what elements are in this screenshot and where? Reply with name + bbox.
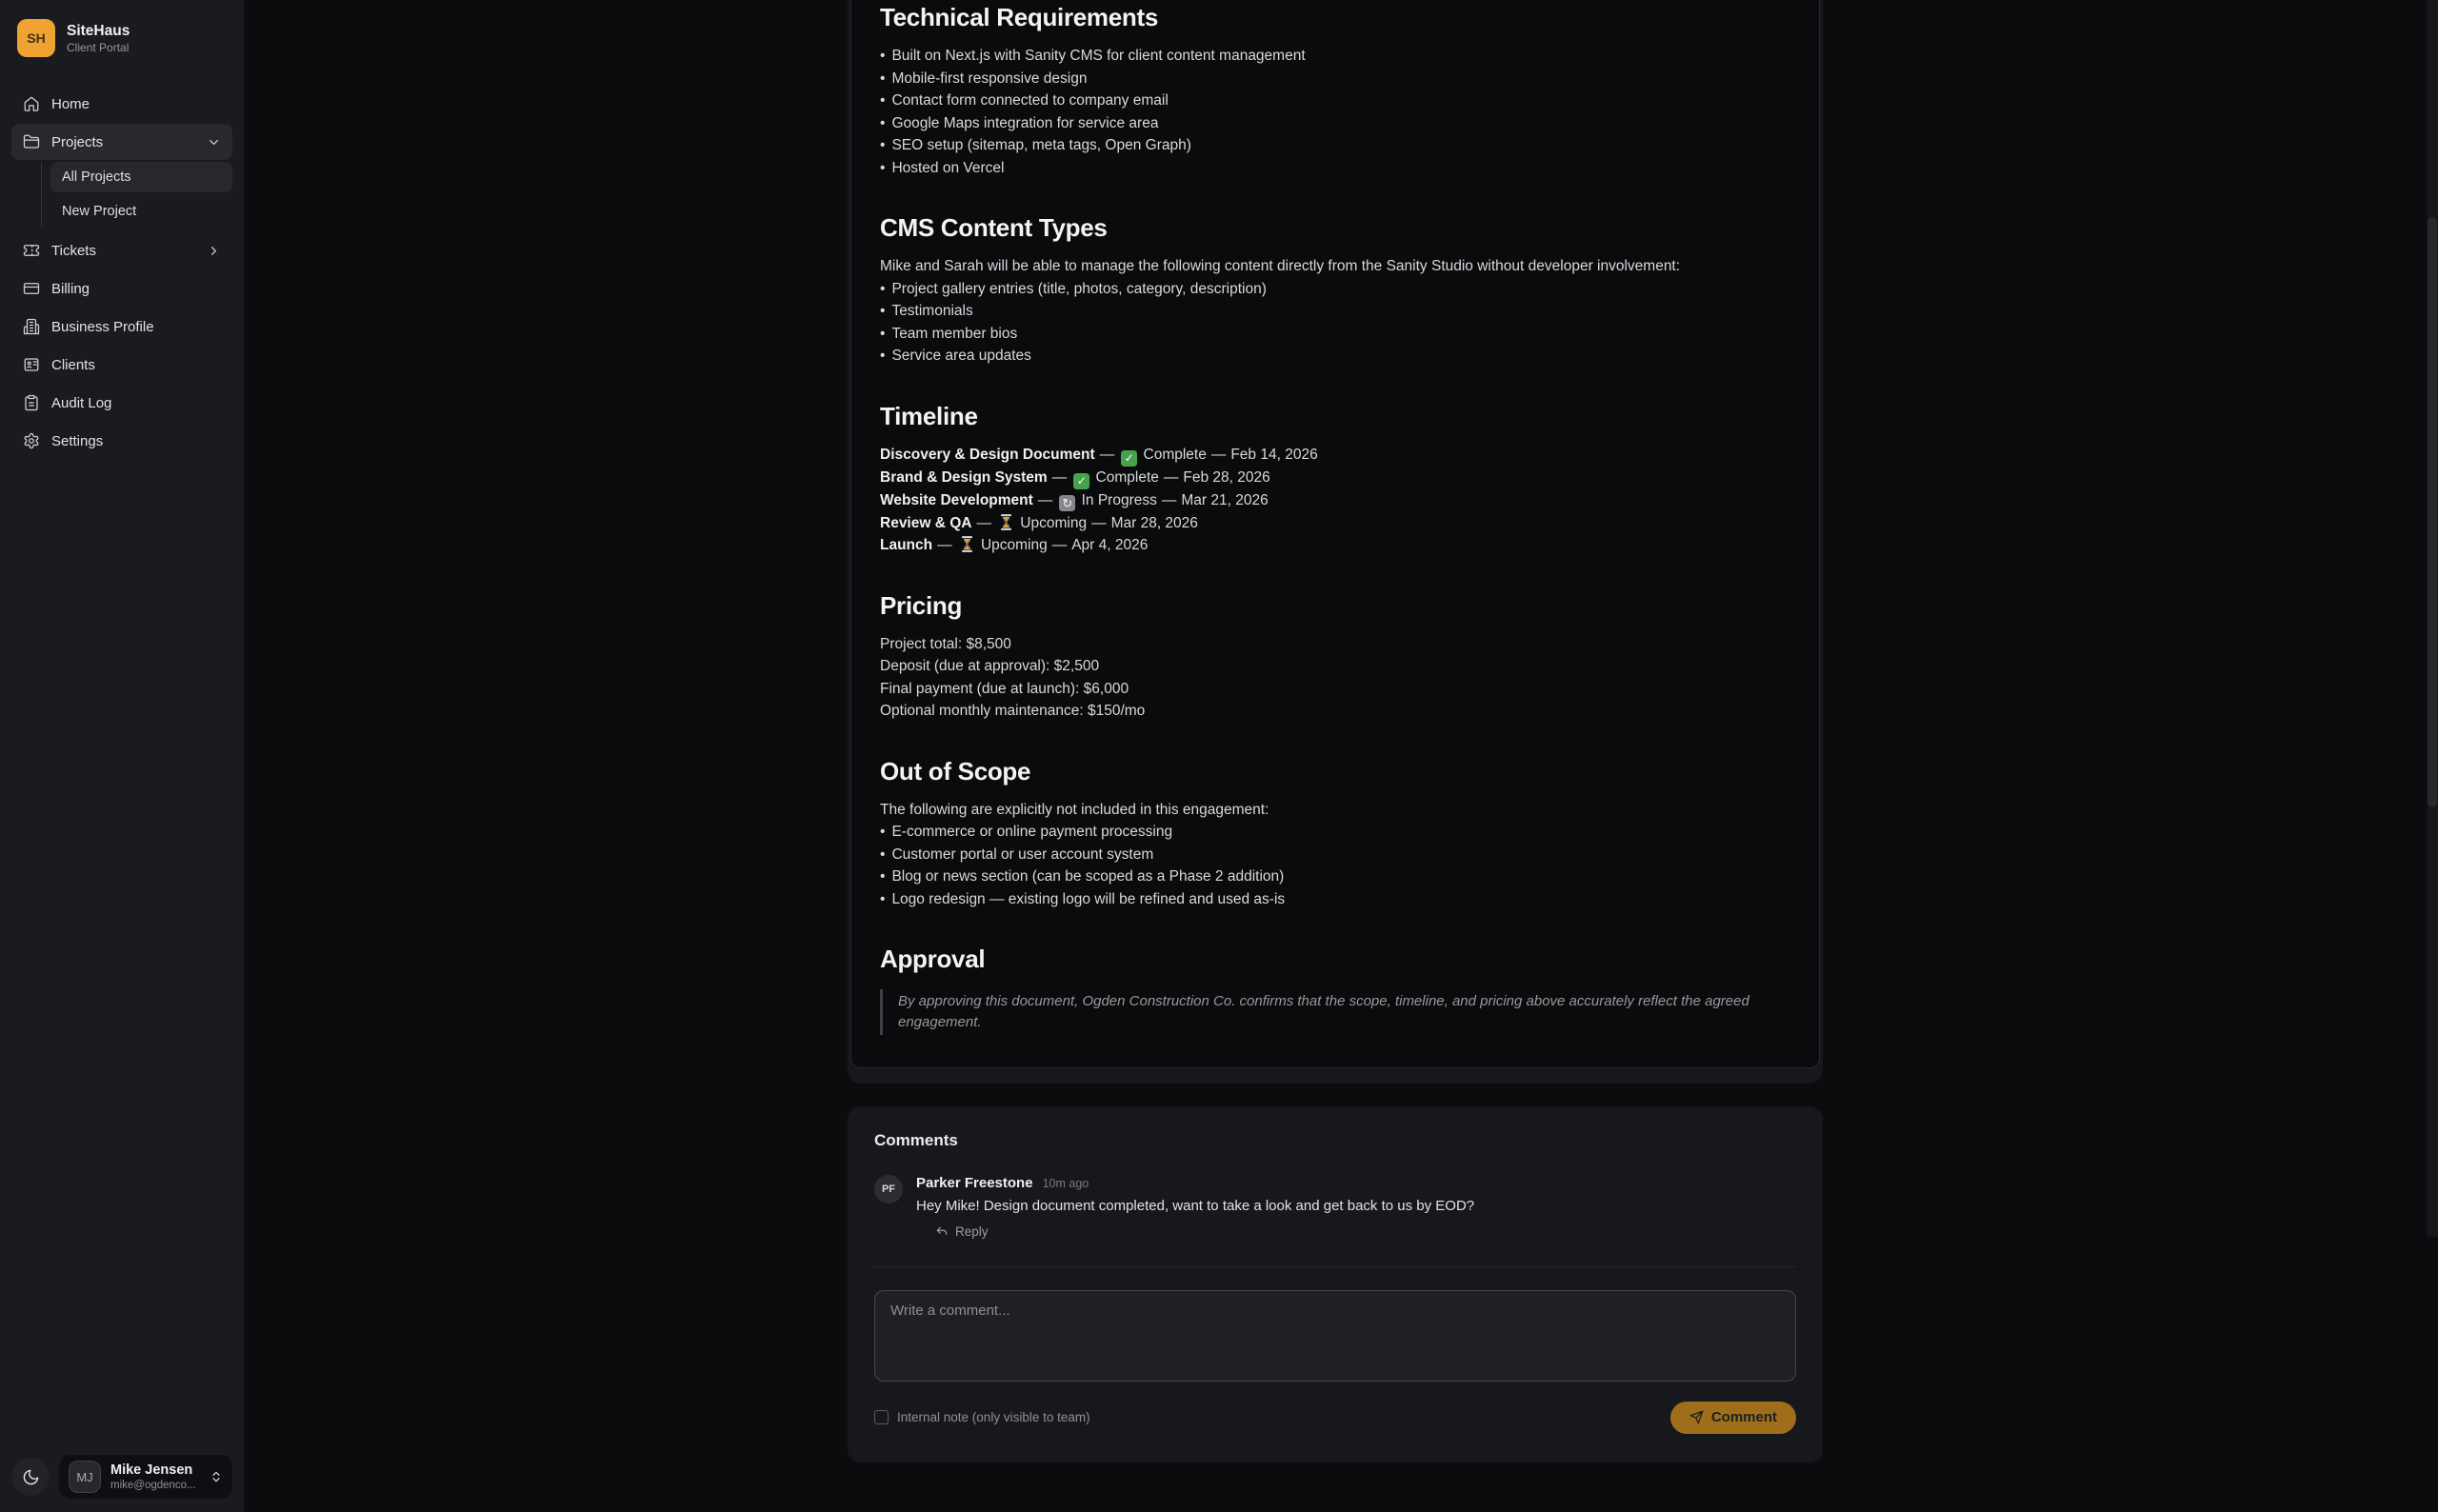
sidebar-item-projects[interactable] bbox=[11, 124, 232, 160]
sidebar-item-label: Business Profile bbox=[51, 318, 154, 335]
section-title: CMS Content Types bbox=[880, 213, 1108, 242]
sidebar-item-audit-log[interactable] bbox=[11, 385, 232, 421]
credit-card-icon bbox=[23, 280, 40, 297]
sidebar-item-clients[interactable] bbox=[11, 347, 232, 383]
sidebar-item-label: Projects bbox=[51, 133, 104, 150]
sidebar-item-billing[interactable] bbox=[11, 270, 232, 307]
section-title: Pricing bbox=[880, 590, 963, 620]
reply-arrow-icon bbox=[935, 1225, 949, 1239]
timeline-item: Launch — Upcoming — Apr 4, 2026 bbox=[880, 537, 1149, 553]
section-approval bbox=[880, 945, 1790, 1035]
section-title: Out of Scope bbox=[880, 756, 1031, 786]
chevrons-up-down-icon bbox=[210, 1470, 223, 1483]
internal-note-label: Internal note (only visible to team) bbox=[897, 1410, 1090, 1424]
bullet-item: • Logo redesign — existing logo will be refined and used as-is bbox=[880, 890, 1286, 907]
comment-author-name: Parker Freestone bbox=[916, 1175, 1033, 1191]
section-timeline bbox=[880, 402, 1790, 557]
comment-author-avatar bbox=[874, 1175, 903, 1204]
pricing-line: Deposit (due at approval): $2,500 bbox=[880, 658, 1100, 674]
pricing-line: Project total: $8,500 bbox=[880, 635, 1011, 652]
sidebar-footer bbox=[11, 1455, 232, 1499]
timeline-item: Brand & Design System — ✓ Complete — Feb 28, 2026 bbox=[880, 467, 1790, 489]
moon-icon bbox=[22, 1468, 40, 1486]
sidebar-item-tickets[interactable] bbox=[11, 232, 232, 269]
sidebar-item-label: Clients bbox=[51, 356, 95, 373]
bullet-item: • Testimonials bbox=[880, 303, 973, 319]
status-complete-icon: ✓ bbox=[1073, 473, 1089, 489]
timeline-item: Review & QA — Upcoming — Mar 28, 2026 bbox=[880, 514, 1198, 531]
brand bbox=[11, 17, 232, 59]
timeline-item: Discovery & Design Document — ✓ Complete — Feb 14, 2026 bbox=[880, 444, 1790, 467]
reply-button[interactable]: Reply bbox=[935, 1224, 989, 1239]
brand-name: SiteHaus bbox=[67, 23, 130, 40]
internal-note-option[interactable] bbox=[874, 1410, 1090, 1424]
chevron-right-icon bbox=[207, 244, 221, 258]
main-content bbox=[244, 0, 2438, 1425]
status-complete-icon: ✓ bbox=[1121, 450, 1137, 467]
sidebar-item-label: Tickets bbox=[51, 242, 96, 259]
comment-submit-button[interactable]: Comment bbox=[1670, 1402, 1796, 1434]
document-paper bbox=[850, 0, 1820, 1068]
section-pricing bbox=[880, 591, 1790, 723]
send-icon bbox=[1689, 1410, 1704, 1424]
scrollbar-thumb[interactable] bbox=[2428, 217, 2437, 807]
id-card-icon bbox=[23, 356, 40, 373]
sidebar-nav bbox=[11, 86, 232, 1455]
user-email: mike@ogdenco... bbox=[110, 1479, 196, 1491]
bullet-item: • Google Maps integration for service area bbox=[880, 114, 1159, 131]
status-upcoming-hourglass-icon bbox=[959, 536, 975, 552]
section-title: Timeline bbox=[880, 401, 978, 430]
projects-subtree bbox=[41, 162, 232, 227]
home-icon bbox=[23, 95, 40, 112]
sidebar-item-business-profile[interactable] bbox=[11, 308, 232, 345]
sidebar-item-home[interactable] bbox=[11, 86, 232, 122]
scrollbar-track bbox=[2427, 0, 2438, 1237]
comment-author-initials: PF bbox=[881, 1184, 896, 1195]
bullet-item: • Contact form connected to company email bbox=[880, 92, 1169, 109]
sidebar-item-label: Home bbox=[51, 95, 90, 112]
bullet-item: • Built on Next.js with Sanity CMS for client content management bbox=[880, 48, 1306, 64]
internal-note-checkbox[interactable] bbox=[874, 1410, 889, 1424]
ticket-icon bbox=[23, 242, 40, 259]
timeline-item: Website Development — ↻ In Progress — Mar 21, 2026 bbox=[880, 492, 1269, 510]
bullet-item: • Mobile-first responsive design bbox=[880, 70, 1088, 87]
theme-toggle-button[interactable] bbox=[11, 1458, 50, 1496]
bullet-item: • Customer portal or user account system bbox=[880, 846, 1154, 863]
sidebar-item-settings[interactable] bbox=[11, 423, 232, 459]
bullet-item: • E-commerce or online payment processing bbox=[880, 824, 1173, 840]
bullet-item: • Project gallery entries (title, photos, category, description) bbox=[880, 280, 1267, 297]
user-name: Mike Jensen bbox=[110, 1462, 193, 1479]
clipboard-icon bbox=[23, 394, 40, 411]
user-initials: MJ bbox=[76, 1469, 93, 1484]
pricing-line: Final payment (due at launch): $6,000 bbox=[880, 680, 1129, 697]
comments-title: Comments bbox=[874, 1131, 958, 1149]
section-technical-requirements bbox=[880, 3, 1790, 179]
sidebar-item-label: Audit Log bbox=[51, 394, 112, 411]
bullet-item: • Hosted on Vercel bbox=[880, 159, 1005, 176]
bullet-item: • Blog or news section (can be scoped as a Phase 2 addition) bbox=[880, 868, 1285, 885]
section-out-of-scope bbox=[880, 757, 1790, 911]
status-in-progress-icon: ↻ bbox=[1059, 495, 1075, 511]
section-intro: Mike and Sarah will be able to manage the following content directly from the Sanity Studio without developer involvement: bbox=[880, 258, 1681, 274]
approval-quote: By approving this document, Ogden Construction Co. confirms that the scope, timeline, and pricing above accurately reflect the agreed engagement. bbox=[880, 989, 1790, 1035]
brand-initials: SH bbox=[27, 30, 46, 46]
bullet-item: • Service area updates bbox=[880, 348, 1031, 364]
brand-subtitle: Client Portal bbox=[67, 40, 130, 54]
document-card bbox=[848, 0, 1823, 1084]
comment-composer bbox=[874, 1266, 1796, 1434]
sidebar-subitem-new-project[interactable]: New Project bbox=[62, 204, 137, 219]
comments-card bbox=[848, 1106, 1823, 1462]
bullet-item: • SEO setup (sitemap, meta tags, Open Graph) bbox=[880, 137, 1191, 153]
brand-logo bbox=[17, 19, 55, 57]
section-title: Approval bbox=[880, 945, 986, 973]
comment-input[interactable] bbox=[874, 1290, 1796, 1382]
user-menu[interactable] bbox=[59, 1455, 232, 1499]
section-intro: The following are explicitly not included in this engagement: bbox=[880, 801, 1269, 818]
bullet-item: • Team member bios bbox=[880, 325, 1018, 342]
pricing-line: Optional monthly maintenance: $150/mo bbox=[880, 703, 1146, 719]
comment bbox=[874, 1175, 1796, 1243]
section-cms-content-types bbox=[880, 213, 1790, 368]
status-upcoming-hourglass-icon bbox=[998, 514, 1014, 530]
sidebar-item-label: Settings bbox=[51, 432, 104, 449]
sidebar bbox=[0, 0, 244, 1512]
section-title: Technical Requirements bbox=[880, 3, 1159, 31]
sidebar-subitem-all-projects[interactable]: All Projects bbox=[50, 162, 232, 192]
chevron-down-icon bbox=[207, 135, 221, 149]
sidebar-item-label: Billing bbox=[51, 280, 90, 297]
comment-timestamp: 10m ago bbox=[1042, 1177, 1089, 1190]
user-avatar bbox=[69, 1461, 101, 1493]
building-icon bbox=[23, 318, 40, 335]
gear-icon bbox=[23, 432, 40, 449]
folder-icon bbox=[23, 133, 40, 150]
comment-text: Hey Mike! Design document completed, want to take a look and get back to us by EOD? bbox=[916, 1198, 1475, 1214]
